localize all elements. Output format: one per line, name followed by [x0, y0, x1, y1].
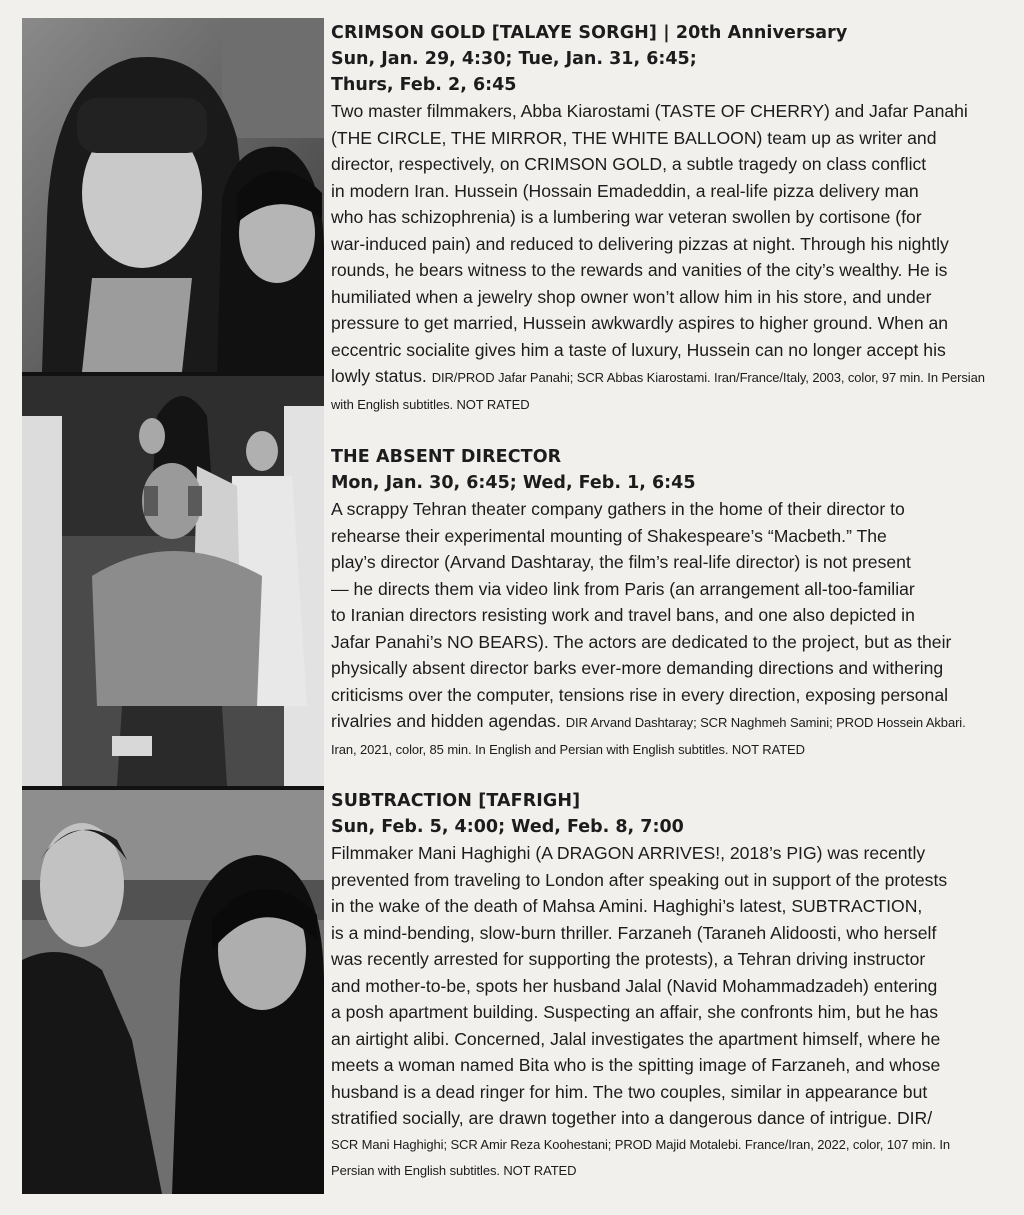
- film-credits: Persian with English subtitles. NOT RATED: [331, 1163, 577, 1178]
- synopsis-line: in the wake of the death of Mahsa Amini. Haghighi’s latest, SUBTRACTION,: [331, 896, 923, 916]
- showtimes: [331, 46, 1003, 98]
- synopsis-line: [331, 1105, 1003, 1132]
- synopsis-line: criticisms over the computer, tensions rise in every direction, exposing personal: [331, 684, 949, 705]
- film-credits: Iran, 2021, color, 85 min. In English and Persian with English subtitles. NOT RATED: [331, 741, 805, 757]
- subtraction-still: [22, 790, 324, 1194]
- synopsis-line: (THE CIRCLE, THE MIRROR, THE WHITE BALLOON) team up as writer and: [331, 127, 937, 148]
- absent-director-still: [22, 376, 324, 786]
- synopsis-line: rehearse their experimental mounting of Shakespeare’s “Macbeth.” The: [331, 525, 887, 546]
- film-credits: SCR Mani Haghighi; SCR Amir Reza Koohestani; PROD Majid Motalebi. France/Iran, 2022, color, 107 min. In: [331, 1136, 951, 1152]
- showtimes-line: Thurs, Feb. 2, 6:45: [331, 75, 517, 95]
- synopsis-line: who has schizophrenia) is a lumbering war veteran swollen by cortisone (for: [331, 207, 922, 227]
- crimson-gold-still: [22, 18, 324, 372]
- showtimes-line: Sun, Jan. 29, 4:30; Tue, Jan. 31, 6:45;: [331, 49, 697, 69]
- listing-subtraction: [331, 788, 1003, 1185]
- film-credits: DIR/: [896, 1108, 933, 1128]
- photo-column: [22, 18, 324, 1194]
- film-credits: DIR/PROD Jafar Panahi; SCR Abbas Kiarostami. Iran/France/Italy, 2003, color, 97 min. In Persian: [431, 370, 985, 385]
- synopsis-line: in modern Iran. Hussein (Hossain Emadeddin, a real-life pizza delivery man: [331, 180, 919, 201]
- synopsis-line: humiliated when a jewelry shop owner won’t allow him in his store, and under: [331, 286, 932, 307]
- synopsis-line: to Iranian directors resisting work and travel bans, and one also depicted in: [331, 605, 915, 625]
- title-separator: |: [663, 23, 670, 43]
- synopsis-line: war-induced pain) and reduced to delivering pizzas at night. Through his nightly: [331, 233, 949, 254]
- synopsis-end: rivalries and hidden agendas.: [331, 711, 561, 731]
- anniversary-tag: 20th Anniversary: [675, 23, 848, 43]
- synopsis-line: was recently arrested for supporting the protests), a Tehran driving instructor: [331, 949, 926, 969]
- absent-director-still-image: [22, 376, 324, 786]
- film-credits: DIR Arvand Dashtaray; SCR Naghmeh Samini; PROD Hossein Akbari.: [565, 715, 966, 730]
- synopsis-line: an airtight alibi. Concerned, Jalal investigates the apartment himself, where he: [331, 1028, 941, 1049]
- synopsis-line: prevented from traveling to London after speaking out in support of the protests: [331, 869, 948, 890]
- synopsis-line: [331, 708, 1003, 737]
- synopsis-end: stratified socially, are drawn together into a dangerous dance of intrigue.: [331, 1108, 893, 1128]
- listing-absent-director: [331, 444, 1003, 763]
- listing-title: THE ABSENT DIRECTOR: [331, 447, 562, 467]
- showtimes: Sun, Feb. 5, 4:00; Wed, Feb. 8, 7:00: [331, 817, 684, 837]
- synopsis-line: a posh apartment building. Suspecting an affair, she confronts him, but he has: [331, 1002, 939, 1022]
- synopsis-line: rounds, he bears witness to the rewards and vanities of the city’s wealthy. He is: [331, 260, 948, 280]
- synopsis-line: eccentric socialite gives him a taste of luxury, Hussein can no longer accept his: [331, 339, 946, 360]
- synopsis-line: — he directs them via video link from Paris (an arrangement all-too-familiar: [331, 578, 915, 599]
- film-credits: with English subtitles. NOT RATED: [331, 396, 530, 412]
- listing-title: SUBTRACTION [TAFRIGH]: [331, 791, 581, 811]
- synopsis: [331, 840, 1003, 1185]
- listing-title-row: [331, 20, 1003, 46]
- synopsis-end: lowly status.: [331, 366, 427, 386]
- synopsis-line: Filmmaker Mani Haghighi (A DRAGON ARRIVES!, 2018’s PIG) was recently: [331, 843, 926, 863]
- synopsis-line: Jafar Panahi’s NO BEARS). The actors are dedicated to the project, but as their: [331, 631, 952, 652]
- synopsis-line: physically absent director barks ever-more demanding directions and withering: [331, 658, 944, 678]
- synopsis-line: Two master filmmakers, Abba Kiarostami (TASTE OF CHERRY) and Jafar Panahi: [331, 101, 968, 121]
- synopsis-line: and mother-to-be, spots her husband Jalal (Navid Mohammadzadeh) entering: [331, 975, 938, 996]
- synopsis-line: A scrappy Tehran theater company gathers in the home of their director to: [331, 499, 905, 519]
- listing-title: CRIMSON GOLD [TALAYE SORGH]: [331, 23, 657, 43]
- synopsis-line: husband is a dead ringer for him. The two couples, similar in appearance but: [331, 1081, 928, 1102]
- synopsis: [331, 98, 1003, 418]
- synopsis-line: [331, 363, 1003, 392]
- synopsis: [331, 496, 1003, 763]
- synopsis-line: director, respectively, on CRIMSON GOLD, a subtle tragedy on class conflict: [331, 154, 927, 174]
- synopsis-line: meets a woman named Bita who is the spitting image of Farzaneh, and whose: [331, 1055, 941, 1075]
- subtraction-still-image: [22, 790, 324, 1194]
- synopsis-line: is a mind-bending, slow-burn thriller. Farzaneh (Taraneh Alidoosti, who herself: [331, 922, 937, 943]
- listing-crimson-gold: [331, 20, 1003, 418]
- showtimes: Mon, Jan. 30, 6:45; Wed, Feb. 1, 6:45: [331, 473, 696, 493]
- synopsis-line: pressure to get married, Hussein awkwardly aspires to higher ground. When an: [331, 313, 949, 333]
- synopsis-line: play’s director (Arvand Dashtaray, the film’s real-life director) is not present: [331, 552, 911, 572]
- crimson-gold-still-image: [22, 18, 324, 372]
